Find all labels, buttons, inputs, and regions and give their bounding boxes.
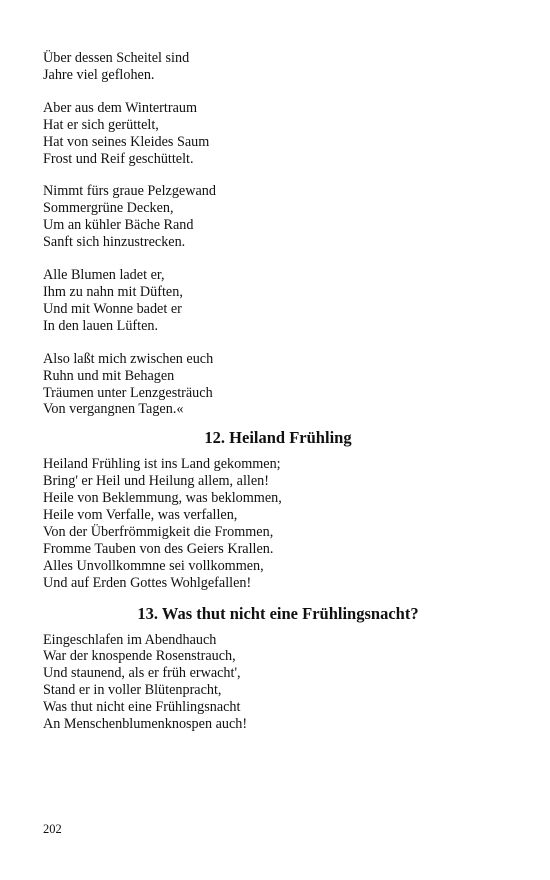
verse-line: Über dessen Scheitel sind bbox=[43, 50, 190, 66]
verse-line: Von der Überfrömmigkeit die Frommen, bbox=[43, 523, 274, 540]
verse-line: In den lauen Lüften. bbox=[43, 317, 159, 334]
verse-line: Um an kühler Bäche Rand bbox=[43, 217, 194, 234]
verse-line: Sanft sich hinzustrecken. bbox=[43, 234, 186, 251]
verse-line: Und mit Wonne badet er bbox=[43, 300, 182, 317]
poem-13-body bbox=[43, 632, 513, 733]
verse-line: Ruhn und mit Behagen bbox=[43, 367, 175, 384]
page-number: 202 bbox=[43, 822, 62, 836]
verse-line: Hat von seines Kleides Saum bbox=[43, 133, 210, 150]
verse-line: Alles Unvollkommne sei vollkommen, bbox=[43, 557, 264, 574]
stanza bbox=[43, 183, 513, 251]
spacer bbox=[43, 418, 513, 428]
verse-line: Sommergrüne Decken, bbox=[43, 200, 174, 217]
verse-line: Also laßt mich zwischen euch bbox=[43, 350, 214, 367]
verse-line: Aber aus dem Wintertraum bbox=[43, 99, 197, 116]
verse-line: Und staunend, als er früh erwacht', bbox=[43, 665, 241, 682]
verse-line: Alle Blumen ladet er, bbox=[43, 267, 165, 284]
verse-line: Träumen unter Lenzgesträuch bbox=[43, 384, 213, 401]
poem-title: 13. Was thut nicht eine Frühlingsnacht? bbox=[137, 603, 419, 623]
spacer bbox=[43, 592, 513, 604]
verse-line: Was thut nicht eine Frühlingsnacht bbox=[43, 699, 241, 716]
verse-line: Nimmt fürs graue Pelzgewand bbox=[43, 183, 216, 200]
verse-line: An Menschenblumenknospen auch! bbox=[43, 716, 248, 733]
verse-line: Bring' er Heil und Heilung allem, allen! bbox=[43, 473, 269, 490]
verse-line: Hat er sich gerüttelt, bbox=[43, 116, 159, 133]
stanza bbox=[43, 50, 513, 84]
stanza bbox=[43, 100, 513, 168]
verse-line: Eingeschlafen im Abendhauch bbox=[43, 631, 217, 648]
verse-line: Von vergangnen Tagen.« bbox=[43, 401, 184, 418]
verse-line: Und auf Erden Gottes Wohlgefallen! bbox=[43, 574, 252, 591]
poem-12-body bbox=[43, 456, 513, 591]
verse-line: Heiland Frühling ist ins Land gekommen; bbox=[43, 456, 281, 473]
stanza bbox=[43, 267, 513, 335]
verse-line: Stand er in voller Blütenpracht, bbox=[43, 682, 222, 699]
verse-line: Heile von Beklemmung, was beklommen, bbox=[43, 490, 282, 507]
page-body bbox=[43, 50, 513, 733]
verse-line: Fromme Tauben von des Geiers Krallen. bbox=[43, 540, 274, 557]
verse-line: Frost und Reif geschüttelt. bbox=[43, 150, 194, 167]
stanza bbox=[43, 351, 513, 419]
poem-title: 12. Heiland Frühling bbox=[204, 428, 352, 448]
verse-line: Jahre viel geflohen. bbox=[43, 66, 155, 83]
verse-line: Ihm zu nahn mit Düften, bbox=[43, 283, 183, 300]
verse-line: Heile vom Verfalle, was verfallen, bbox=[43, 507, 238, 524]
verse-line: War der knospende Rosenstrauch, bbox=[43, 648, 236, 665]
